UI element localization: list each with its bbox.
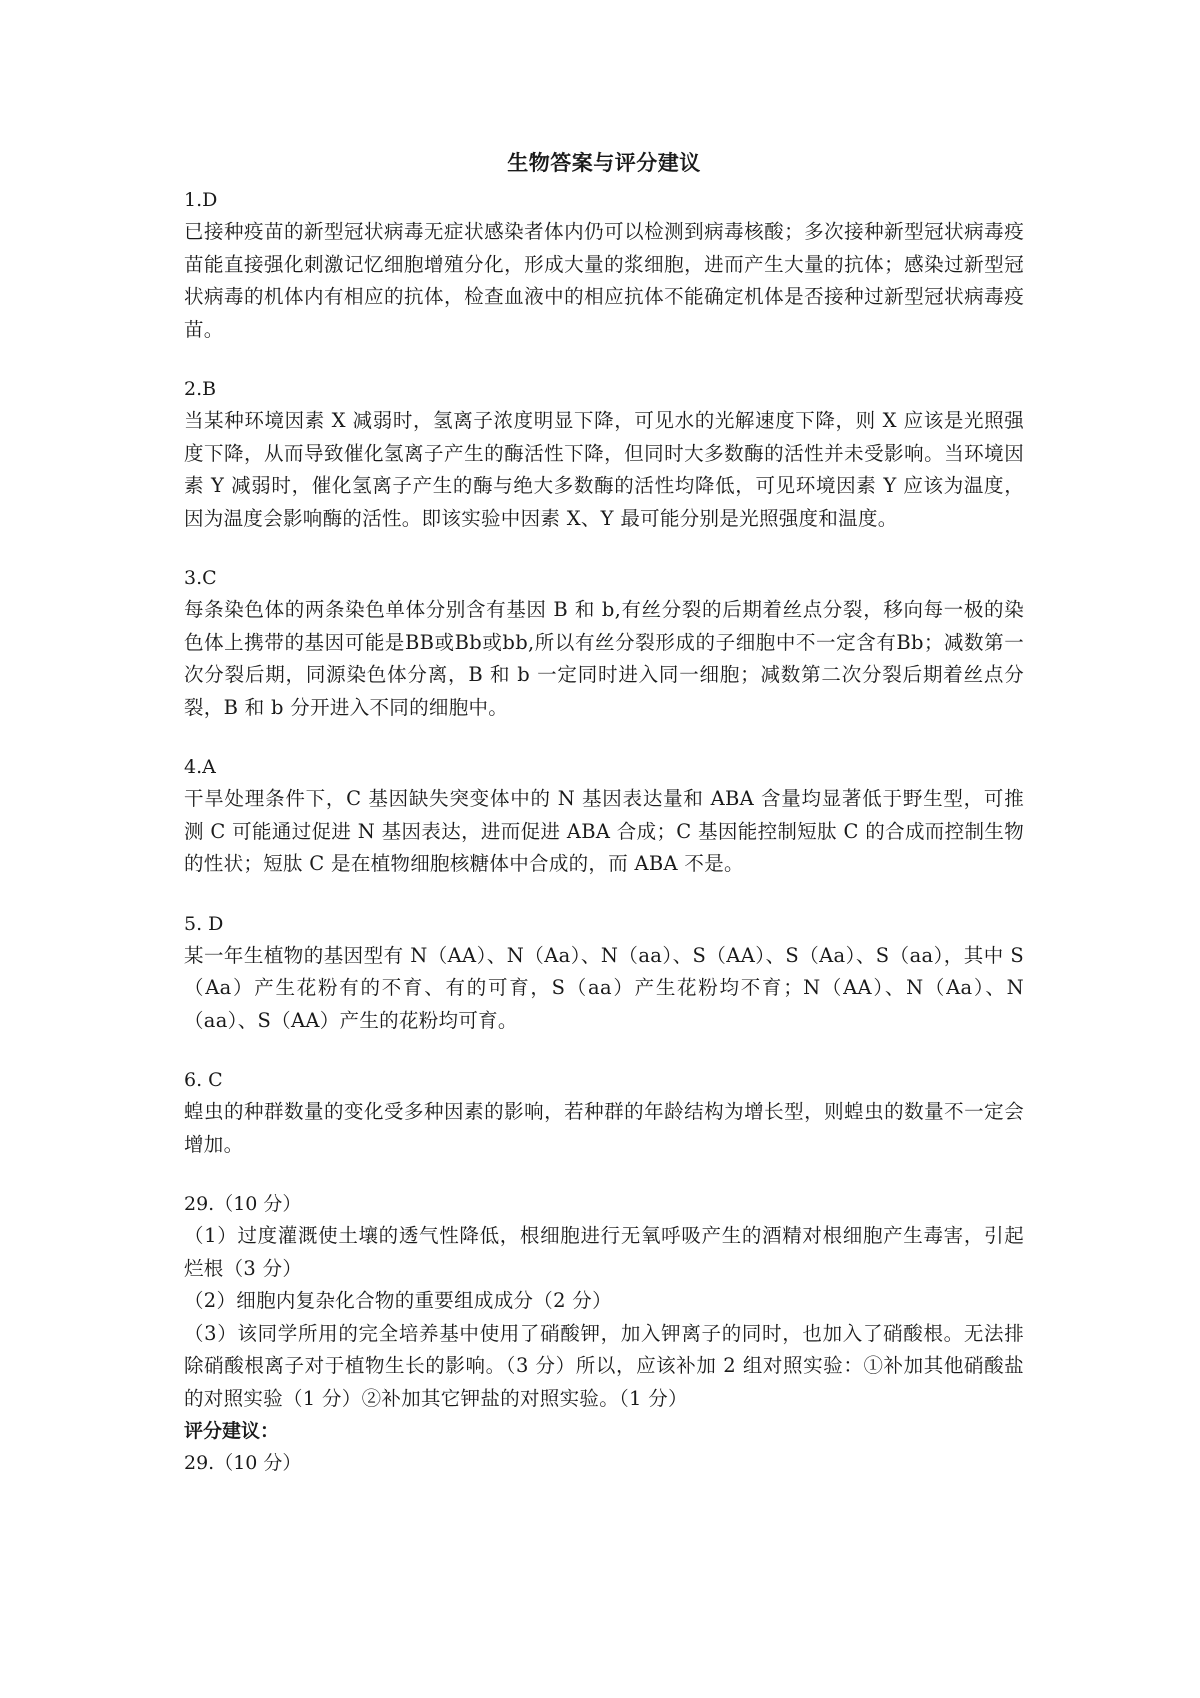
answer-document xyxy=(184,146,1024,1506)
answer-part-2: （2）细胞内复杂化合物的重要组成成分（2 分） xyxy=(184,1289,612,1312)
question-6 xyxy=(184,1064,1024,1161)
question-number: 1.D xyxy=(184,189,218,211)
question-number: 3.C xyxy=(184,567,217,589)
explanation-text: 当某种环境因素 X 减弱时，氢离子浓度明显下降，可见水的光解速度下降，则 X 应该是光照强度下降，从而导致催化氢离子产生的酶活性下降，但同时大多数酶的活性并未受影响。当环境因素 Y 减弱时，催化氢离子产生的酶与绝大多数酶的活性均降低，可见环境因素 Y 应该为温度，因为温度会影响酶的活性。即该实验中因素 X、Y 最可能分别是光照强度和温度。 xyxy=(184,409,1024,530)
explanation-text: 蝗虫的种群数量的变化受多种因素的影响，若种群的年龄结构为增长型，则蝗虫的数量不一定会增加。 xyxy=(184,1100,1024,1156)
explanation-text: 某一年生植物的基因型有 N（AA）、N（Aa）、N（aa）、S（AA）、S（Aa）、S（aa），其中 S（Aa）产生花粉有的不育、有的可育，S（aa）产生花粉均不育；N（AA）、N（Aa）、N（aa）、S（AA）产生的花粉均可育。 xyxy=(184,943,1024,1032)
question-2 xyxy=(184,373,1024,535)
question-1 xyxy=(184,184,1024,346)
question-3 xyxy=(184,562,1024,724)
question-number: 6. C xyxy=(184,1069,223,1091)
scoring-heading: 评分建议： xyxy=(184,1420,280,1442)
explanation-text: 干旱处理条件下，C 基因缺失突变体中的 N 基因表达量和 ABA 含量均显著低于野生型，可推测 C 可能通过促进 N 基因表达，进而促进 ABA 合成；C 基因能控制短肽 C 的合成而控制生物的性状；短肽 C 是在植物细胞核糖体中合成的，而 ABA 不是。 xyxy=(184,787,1024,875)
scoring-question-number: 29.（10 分） xyxy=(184,1452,302,1474)
question-number: 29.（10 分） xyxy=(184,1193,302,1215)
page-title: 生物答案与评分建议 xyxy=(507,150,701,175)
question-number: 2.B xyxy=(184,378,217,400)
explanation-text: 已接种疫苗的新型冠状病毒无症状感染者体内仍可以检测到病毒核酸；多次接种新型冠状病毒疫苗能直接强化刺激记忆细胞增殖分化，形成大量的浆细胞，进而产生大量的抗体；感染过新型冠状病毒的机体内有相应的抗体，检查血液中的相应抗体不能确定机体是否接种过新型冠状病毒疫苗。 xyxy=(184,220,1024,341)
question-29 xyxy=(184,1188,1024,1479)
question-number: 4.A xyxy=(184,756,216,778)
question-number: 5. D xyxy=(184,912,224,935)
question-4 xyxy=(184,751,1024,881)
answer-part-3: （3）该同学所用的完全培养基中使用了硝酸钾，加入钾离子的同时，也加入了硝酸根。无法排除硝酸根离子对于植物生长的影响。（3 分）所以，应该补加 2 组对照实验：①补加其他硝酸盐的对照实验（1 分）②补加其它钾盐的对照实验。（1 分） xyxy=(184,1321,1024,1410)
question-5 xyxy=(184,908,1024,1038)
explanation-text: 每条染色体的两条染色单体分别含有基因 B 和 b,有丝分裂的后期着丝点分裂，移向每一极的染色体上携带的基因可能是BB或Bb或bb,所以有丝分裂形成的子细胞中不一定含有Bb；减数第一次分裂后期，同源染色体分离，B 和 b 一定同时进入同一细胞；减数第二次分裂后期着丝点分裂，B 和 b 分开进入不同的细胞中。 xyxy=(184,598,1024,719)
answer-part-1: （1）过度灌溉使土壤的透气性降低，根细胞进行无氧呼吸产生的酒精对根细胞产生毒害，引起烂根（3 分） xyxy=(184,1224,1024,1280)
